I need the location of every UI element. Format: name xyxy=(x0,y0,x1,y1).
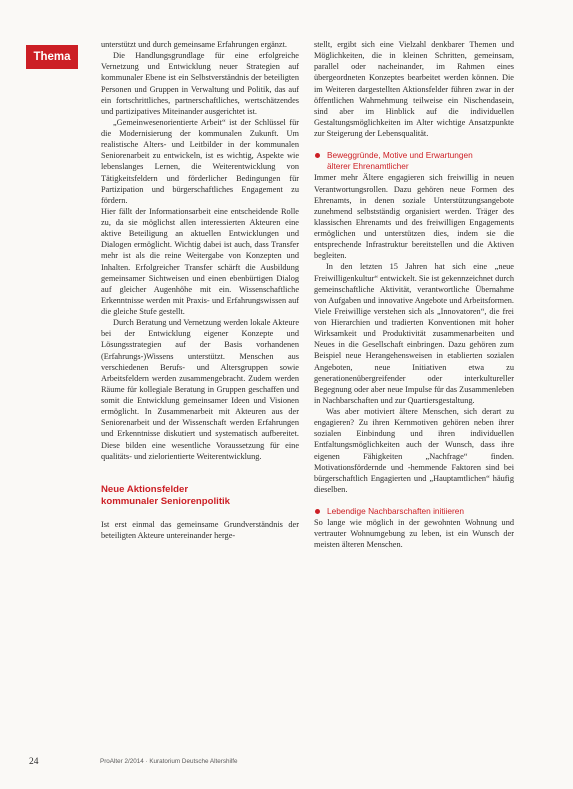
bullet-icon xyxy=(315,509,320,514)
bullet-heading-line: Lebendige Nachbarschaften initiieren xyxy=(327,506,464,516)
page-footer xyxy=(0,756,573,768)
paragraph: Hier fällt der Informationsarbeit eine entscheidende Rolle zu, da sie möglichst allen interessierten Akteuren eine aktive Beteiligung an aktuellen Entwicklungen und Dialogen ermöglicht. Wichtig dabei ist auch, dass Transfer mehr ist als die reine Weitergabe von Konzepten und Inhalten. Erfolgreicher Transfer schärft die Ausbildung gemeinsamer Sichtweisen und einen ebenbürtigen Dialog auf gleicher Augenhöhe mit ein. Wissenschaftliche Erkenntnisse werden mit Praxis- und Erfahrungswissen auf die gleiche Stufe gestellt. xyxy=(101,206,299,316)
section-heading-line: Neue Aktionsfelder xyxy=(101,483,189,495)
page-number: 24 xyxy=(29,757,39,767)
paragraph: So lange wie möglich in der gewohnten Wohnung und vertrauter Wohnumgebung zu leben, ist ein Wunsch der meisten älteren Menschen. xyxy=(314,518,514,550)
spacer xyxy=(314,139,514,150)
bullet-heading-line: älterer Ehrenamtlicher xyxy=(327,161,409,172)
paragraph: unterstützt und durch gemeinsame Erfahrungen ergänzt. xyxy=(101,40,287,49)
spacer xyxy=(101,462,299,473)
bullet-heading xyxy=(314,150,514,172)
footer-publication: ProAlter 2/2014 · Kuratorium Deutsche Altershilfe xyxy=(100,758,238,765)
spacer xyxy=(101,508,299,519)
bullet-heading-line: Beweggründe, Motive und Erwartungen xyxy=(327,150,473,161)
section-heading xyxy=(101,484,299,508)
bullet-icon xyxy=(315,153,320,158)
spacer xyxy=(314,495,514,506)
section-tag: Thema xyxy=(26,45,78,69)
bullet-heading xyxy=(314,506,514,517)
section-heading-line: kommunaler Seniorenpolitik xyxy=(101,495,231,507)
right-column xyxy=(314,39,514,551)
paragraph: Immer mehr Ältere engagieren sich freiwillig in neuen Verantwortungsrollen. Dazu gehören neue Formen des Ehrenamts, in denen soziale Unterstützungsangebote zunehmend selbstständig organisiert werden. Träger des klassischen Ehrenamts und des freiwilligen Engagements ermöglichen und unterstützen dies, indem sie die entsprechende Infrastruktur bereitstellen und die Aktiven begleiten. xyxy=(314,173,514,261)
paragraph: Was aber motiviert ältere Menschen, sich derart zu engagieren? Zu ihren Kernmotiven gehören neben ihrer sozialen Einbindung und ihren individuellen Entfaltungsmöglichkeiten auch der Wunsch, dass ihre eigenen Fähigkeiten „Nachfrage“ finden. Motivationsfördernde und -hemmende Faktoren sind bei bürgerschaftlich Engagierten und „Hauptamtlichen“ häufig dieselben. xyxy=(314,407,514,494)
paragraph: In den letzten 15 Jahren hat sich eine „neue Freiwilligenkultur“ entwickelt. Sie ist gekennzeichnet durch gemeinschaftliche Aktivität, verantwortliche Übernahme von Aufgaben und innovative Angebote und Arbeitsformen. Viele Freiwillige verstehen sich als „Innovatoren“, die frei von Hierarchien und tradierten Konventionen mit hoher Wirksamkeit und Produktivität zusammenarbeiten und Neues in die Gesellschaft einbringen. Dazu gehören zum Beispiel neue Herangehensweisen in etablierten sozialen Angeboten, neue Initiativen etwa zu generationenübergreifender oder interkultureller Begegnung oder aber neue Impulse für das Zusammenleben in Nachbarschaften und zur Quartiersgestaltung. xyxy=(314,262,514,405)
paragraph: „Gemeinwesenorientierte Arbeit“ ist der Schlüssel für die Modernisierung der kommunalen Zukunft. Um realistische Alters- und Leitbilder in der kommunalen Seniorenarbeit zu entwickeln, ist es wichtig, Aspekte wie lebenslanges Lernen, die Weiterentwicklung von Tätigkeitsfeldern und förderlicher Bedingungen für Partizipation und bürgerschaftliches Engagement zu fördern. xyxy=(101,117,299,205)
paragraph: stellt, ergibt sich eine Vielzahl denkbarer Themen und Möglichkeiten, die in kleinen Schritten, gemeinsam, parallel oder nacheinander, im Rahmen eines übergeordneten Konzeptes bearbeitet werden können. Die im Weiteren dargestellten Aktionsfelder führen zwar in der öffentlichen Wahrnehmung teilweise ein Nischendasein, sind aber im Hinblick auf die individuellen Gestaltungsmöglichkeiten im Alter wichtige Ansatzpunkte zur Steigerung der Lebensqualität. xyxy=(314,40,514,138)
paragraph: Durch Beratung und Vernetzung werden lokale Akteure bei der Entwicklung eigener Konzepte und Lösungsstrategien auf der Basis vorhandenen (Erfahrungs-)Wissens unterstützt. Menschen aus verschiedenen Berufs- und Altersgruppen sowie Arbeitsfeldern werden zusammengebracht. Zudem werden Räume für kollegiale Beratung in Gruppen geschaffen und somit die Entwicklung gemeinsamer Ideen und Visionen ermöglicht. In Zusammenarbeit mit Akteuren aus der Seniorenarbeit und der Wissenschaft werden Erfahrungen und Erkenntnisse diskutiert und systematisch aufbereitet. Diese bilden eine wesentliche Voraussetzung für eine qualitäts- und zielorientierte Weiterentwicklung. xyxy=(101,318,299,461)
paragraph: Ist erst einmal das gemeinsame Grundverständnis der beteiligten Akteure untereinander herge- xyxy=(101,519,299,540)
paragraph: Die Handlungsgrundlage für eine erfolgreiche Vernetzung und Entwicklung neuer Strategien auf kommunaler Ebene ist ein Selbstverständnis der beteiligten Personen und Gruppen in Verwaltung und Politik, das auf ein fortschrittliches, partnerschaftliches, wertschätzendes und partizipatives Miteinander ausgerichtet ist. xyxy=(101,51,299,116)
spacer xyxy=(101,473,299,484)
left-column xyxy=(101,39,299,541)
